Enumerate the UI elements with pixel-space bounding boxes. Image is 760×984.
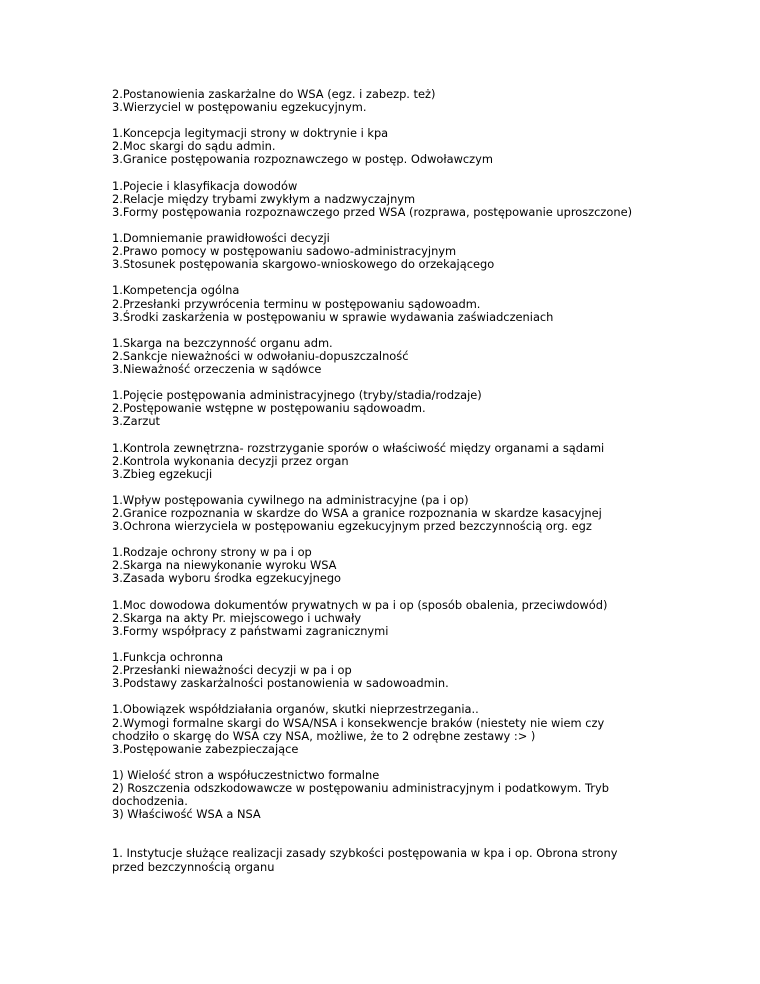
- topic-line: 2.Wymogi formalne skargi do WSA/NSA i konsekwencje braków (niestety nie wiem czy chodziło o skargę do WSA czy NSA, możliwe, że to 2 odrębne zestawy :> ): [112, 715, 608, 743]
- topic-line: 1) Wielość stron a współuczestnictwo formalne: [112, 767, 380, 782]
- topic-group: [112, 494, 652, 533]
- topic-group: [112, 651, 652, 690]
- topic-line: 3.Zasada wyboru środka egzekucyjnego: [112, 571, 342, 586]
- topic-group: [112, 703, 652, 755]
- topic-line: 3.Ochrona wierzyciela w postępowaniu egzekucyjnym przed bezczynnością org. egz: [112, 519, 592, 534]
- topic-line: 3) Właściwość WSA a NSA: [112, 807, 261, 822]
- topic-group: [112, 232, 652, 271]
- topic-line: 1. Instytucje służące realizacji zasady szybkości postępowania w kpa i op. Obrona strony przed bezczynnością organu: [112, 846, 622, 874]
- topic-line: 3.Zarzut: [112, 414, 160, 429]
- topic-group: [112, 546, 652, 585]
- topic-group: [112, 442, 652, 481]
- topic-line: 2.Moc skargi do sądu admin.: [112, 139, 276, 154]
- topic-line: 3.Podstawy zaskarżalności postanowienia w sadowoadmin.: [112, 676, 449, 691]
- topic-line: 2.Prawo pomocy w postępowaniu sadowo-administracyjnym: [112, 244, 457, 259]
- topic-line: 1.Rodzaje ochrony strony w pa i op: [112, 545, 312, 560]
- topic-group: [112, 389, 652, 428]
- topic-line: 2.Postanowienia zaskarżalne do WSA (egz. i zabezp. też): [112, 87, 436, 101]
- topic-line: 1.Pojęcie postępowania administracyjnego (tryby/stadia/rodzaje): [112, 388, 482, 403]
- topic-line: 3.Nieważność orzeczenia w sądówce: [112, 361, 322, 376]
- topic-line: 2) Roszczenia odszkodowawcze w postępowaniu administracyjnym i podatkowym. Tryb dochodzenia.: [112, 780, 613, 809]
- topic-line: 1.Domniemanie prawidłowości decyzji: [112, 231, 330, 246]
- topic-group: [112, 127, 652, 166]
- topic-line: 3.Stosunek postępowania skargowo-wnioskowego do orzekającego: [112, 257, 495, 272]
- topic-line: 1.Skarga na bezczynność organu adm.: [112, 335, 333, 350]
- topic-group: [112, 337, 652, 376]
- topic-group: [112, 284, 652, 323]
- topic-line: 3.Wierzyciel w postępowaniu egzekucyjnym.: [112, 100, 367, 115]
- topic-group: [112, 88, 652, 114]
- topic-line: 1.Moc dowodowa dokumentów prywatnych w pa i op (sposób obalenia, przeciwdowód): [112, 597, 608, 612]
- topic-line: 1.Wpływ postępowania cywilnego na administracyjne (pa i op): [112, 492, 469, 507]
- topic-line: 3.Postępowanie zabezpieczające: [112, 741, 299, 756]
- topic-line: 3.Zbieg egzekucji: [112, 466, 213, 481]
- topic-line: 1.Obowiązek współdziałania organów, skutki nieprzestrzegania..: [112, 702, 479, 717]
- topic-line: 2.Postępowanie wstępne w postępowaniu sądowoadm.: [112, 401, 426, 416]
- topic-group: [112, 180, 652, 219]
- topic-line: 1.Funkcja ochronna: [112, 650, 224, 665]
- topic-line: 2.Przesłanki nieważności decyzji w pa i op: [112, 663, 352, 678]
- topic-line: 3.Środki zaskarżenia w postępowaniu w sprawie wydawania zaświadczeniach: [112, 309, 554, 324]
- topic-group: [112, 847, 652, 873]
- topic-line: 2.Sankcje nieważności w odwołaniu-dopuszczalność: [112, 348, 409, 363]
- topic-line: 2.Skarga na niewykonanie wyroku WSA: [112, 558, 337, 573]
- topic-line: 1.Kontrola zewnętrzna- rozstrzyganie sporów o właściwość między organami a sądami: [112, 440, 605, 455]
- topic-line: 3.Formy współpracy z państwami zagranicznymi: [112, 623, 389, 638]
- topic-line: 2.Skarga na akty Pr. miejscowego i uchwały: [112, 610, 362, 625]
- topic-line: 3.Formy postępowania rozpoznawczego przed WSA (rozprawa, postępowanie uproszczone): [112, 204, 633, 219]
- topic-line: 2.Kontrola wykonania decyzji przez organ: [112, 453, 349, 468]
- topic-line: 1.Koncepcja legitymacji strony w doktrynie i kpa: [112, 126, 389, 141]
- topic-line: 1.Pojecie i klasyfikacja dowodów: [112, 178, 298, 193]
- topic-line: 2.Relacje między trybami zwykłym a nadzwyczajnym: [112, 191, 416, 206]
- topic-line: 3.Granice postępowania rozpoznawczego w postęp. Odwoławczym: [112, 152, 493, 167]
- topic-line: 2.Granice rozpoznania w skardze do WSA a granice rozpoznania w skardze kasacyjnej: [112, 506, 602, 520]
- topic-line: 1.Kompetencja ogólna: [112, 283, 240, 298]
- document-body: [112, 88, 652, 887]
- topic-group: [112, 769, 652, 821]
- topic-line: 2.Przesłanki przywrócenia terminu w postępowaniu sądowoadm.: [112, 296, 481, 311]
- topic-group: [112, 599, 652, 638]
